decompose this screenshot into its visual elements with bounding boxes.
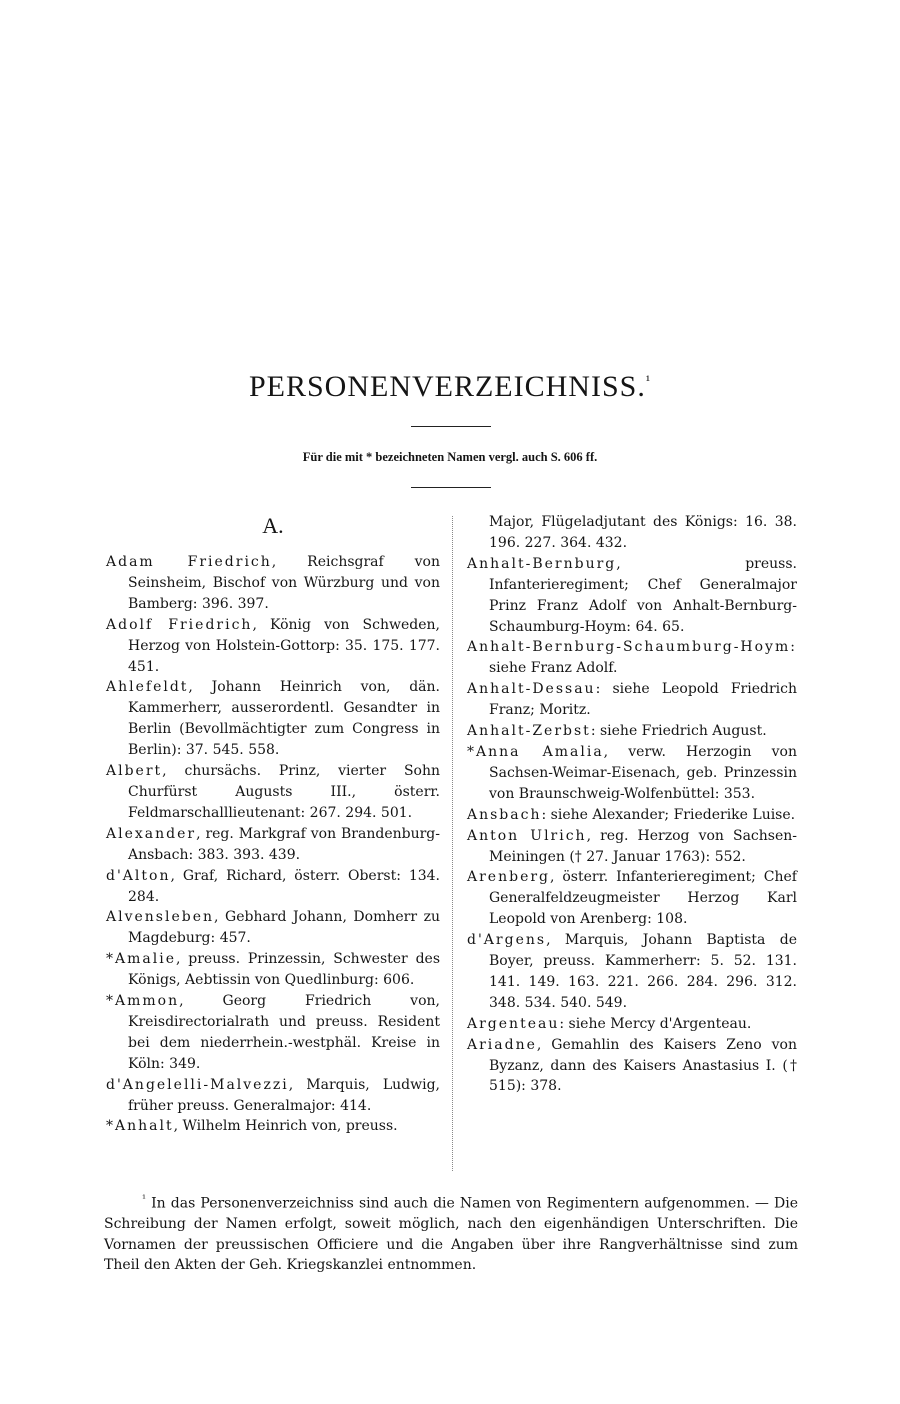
right-column: [467, 512, 797, 1097]
entry-name: Adam Friedrich: [106, 554, 272, 570]
index-entry: [106, 1075, 440, 1117]
entry-name: *Anhalt: [106, 1118, 174, 1135]
entry-details: : siehe Friedrich August.: [590, 723, 767, 740]
title-footnote-mark: ¹: [645, 374, 652, 389]
footnote: [104, 1190, 798, 1276]
index-entry: [106, 866, 440, 908]
entry-name: Ansbach: [467, 806, 542, 823]
entry-details: , Graf, Richard, österr. Oberst: 134. 284.: [128, 867, 440, 905]
title-rule: [411, 426, 491, 427]
continued-entry: Major, Flügeladjutant des Königs: 16. 38. 196. 227. 364. 432.: [489, 514, 797, 551]
index-entry: [467, 554, 797, 638]
entry-details: , Georg Friedrich von, Kreisdirectorialrath und preuss. Resident bei dem niederrhein.-westphäl. Kreise in Köln: 349.: [128, 993, 440, 1072]
entry-details: , reg. Herzog von Sachsen-Meiningen († 27. Januar 1763): 552.: [489, 827, 798, 865]
entry-name: Anhalt-Bernburg-Schaumburg-Hoym: [467, 639, 791, 656]
entry-name: Ariadne: [467, 1036, 537, 1053]
index-entry: [467, 930, 797, 1014]
index-entry: [467, 742, 797, 805]
entry-name: Alvensleben: [106, 909, 215, 926]
index-entry: [106, 907, 440, 949]
entry-name: Arenberg: [467, 869, 551, 886]
footnote-text: In das Personenverzeichniss sind auch die Namen von Regimentern aufgenommen. — Die Schreibung der Namen erfolgt, soweit möglich, nach den eigenhändigen Unterschriften. Die Vornamen der preussischen Officiere und die Angaben über ihre Rangverhältnisse sind zum Theil den Akten der Geh. Kriegskanzlei entnommen.: [104, 1195, 799, 1274]
entry-name: Argenteau: [467, 1015, 560, 1032]
entry-details: , König von Schweden, Herzog von Holstein-Gottorp: 35. 175. 177. 451.: [128, 616, 440, 675]
entry-details: , Marquis, Johann Baptista de Boyer, preuss. Kammerherr: 5. 52. 131. 141. 149. 163. 221. 266. 284. 296. 312. 348. 534. 540. 549.: [489, 932, 797, 1011]
entry-details: : siehe Franz Adolf.: [489, 639, 795, 677]
entry-name: *Ammon: [106, 993, 180, 1010]
index-entry: [467, 637, 797, 679]
entry-name: Albert: [106, 763, 163, 780]
section-letter: A.: [262, 513, 284, 538]
entry-name: Adolf Friedrich: [106, 616, 253, 633]
index-entry: [467, 1014, 797, 1035]
entry-name: Anton Ulrich: [467, 827, 587, 844]
left-entry-list: [106, 552, 440, 1137]
entry-details: , reg. Markgraf von Brandenburg-Ansbach: 383. 393. 439.: [128, 825, 440, 863]
right-entry-list: [467, 554, 797, 1098]
entry-details: , Reichsgraf von Seinsheim, Bischof von Würzburg und von Bamberg: 396. 397.: [128, 554, 440, 612]
entry-name: Anhalt-Zerbst: [467, 723, 591, 740]
entry-name: Anhalt-Bernburg: [467, 555, 617, 572]
note-rule: [411, 487, 491, 488]
entry-details: : siehe Mercy d'Argenteau.: [559, 1015, 752, 1032]
index-entry: [106, 761, 440, 824]
index-entry: [467, 721, 797, 742]
index-entry: [106, 1116, 440, 1137]
entry-name: Alexander: [106, 825, 197, 842]
entry-name: d'Angelelli-Malvezzi: [106, 1076, 289, 1093]
page-title: [0, 370, 900, 404]
index-entry: [106, 615, 440, 678]
entry-details: , Gemahlin des Kaisers Zeno von Byzanz, dann des Kaisers Anastasius I. († 515): 378.: [489, 1036, 797, 1095]
index-entry: [106, 552, 440, 615]
entry-details: , chursächs. Prinz, vierter Sohn Churfürst Augusts III., österr. Feldmarschalllieutenant: 267. 294. 501.: [128, 763, 440, 821]
column-divider: [452, 516, 453, 1171]
index-entry: [106, 949, 440, 991]
entry-name: Ahlefeldt: [106, 679, 189, 696]
entry-details: , preuss. Infanterieregiment; Chef Generalmajor Prinz Franz Adolf von Anhalt-Bernburg-Schaumburg-Hoym: 64. 65.: [489, 555, 797, 635]
index-entry: [467, 826, 797, 868]
footnote-mark: ¹: [142, 1194, 147, 1205]
entry-name: d'Argens: [467, 932, 547, 949]
entry-name: *Anna Amalia: [467, 743, 604, 760]
register-note: Für die mit * bezeichneten Namen vergl. auch S. 606 ff.: [302, 450, 598, 464]
entry-name: d'Alton: [106, 867, 171, 884]
index-entry: [106, 677, 440, 761]
entry-details: , Marquis, Ludwig, früher preuss. Generalmajor: 414.: [128, 1076, 440, 1114]
entry-name: *Amalie: [106, 951, 176, 968]
entry-details: : siehe Alexander; Friederike Luise.: [541, 806, 796, 823]
index-entry: [467, 1035, 797, 1098]
entry-details: , preuss. Prinzessin, Schwester des Königs, Aebtissin von Quedlinburg: 606.: [128, 951, 440, 989]
entry-name: Anhalt-Dessau: [467, 681, 596, 698]
entry-details: , Johann Heinrich von, dän. Kammerherr, ausserordentl. Gesandter in Berlin (Bevollmächtigter zum Congress in Berlin): 37. 545. 558.: [128, 679, 440, 759]
entry-details: , verw. Herzogin von Sachsen-Weimar-Eisenach, geb. Prinzessin von Braunschweig-Wolfenbüttel: 353.: [489, 743, 797, 802]
index-entry: [106, 824, 440, 866]
page-title-text: PERSONENVERZEICHNISS.: [248, 370, 646, 403]
index-entry: [467, 867, 797, 930]
left-column: [106, 512, 440, 1137]
index-entry: [467, 679, 797, 721]
entry-details: , österr. Infanterieregiment; Chef Generalfeldzeugmeister Herzog Karl Leopold von Arenberg: 108.: [489, 869, 797, 928]
entry-details: , Wilhelm Heinrich von, preuss.: [173, 1118, 398, 1135]
index-entry: [467, 805, 797, 826]
entry-details: , Gebhard Johann, Domherr zu Magdeburg: 457.: [128, 909, 440, 947]
index-entry: [106, 991, 440, 1075]
entry-details: : siehe Leopold Friedrich Franz; Moritz.: [489, 681, 797, 719]
